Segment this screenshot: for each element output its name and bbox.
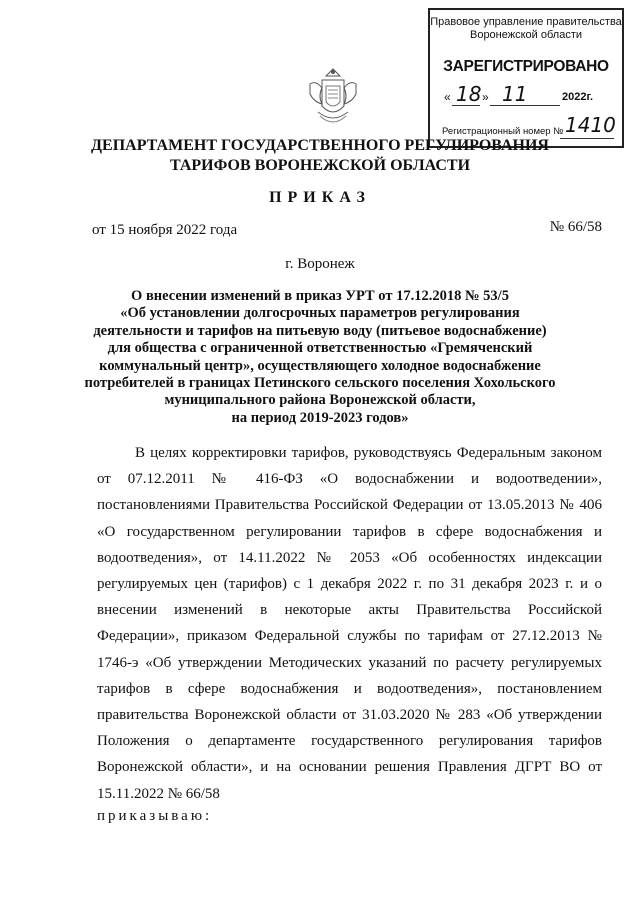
- order-verb: приказываю:: [97, 808, 213, 824]
- stamp-quote-open: «: [444, 90, 451, 104]
- title-line: потребителей в границах Петинского сельского поселения Хохольского: [84, 375, 556, 392]
- document-type: ПРИКАЗ: [269, 189, 371, 206]
- stamp-quote-close: »: [482, 90, 489, 104]
- registration-stamp: [428, 8, 624, 148]
- stamp-reg-label: Регистрационный номер №: [442, 126, 564, 137]
- title-line: муниципального района Воронежской области,: [164, 392, 476, 409]
- title-line: деятельности и тарифов на питьевую воду (питьевое водоснабжение): [93, 322, 547, 339]
- department-title: [60, 136, 580, 176]
- stamp-date: [444, 84, 614, 108]
- stamp-day-underline: [452, 105, 480, 106]
- title-line: коммунальный центр», осуществляющего холодное водоснабжение: [99, 357, 541, 374]
- body-paragraph: В целях корректировки тарифов, руководствуясь Федеральным законом от 07.12.2011 № 416-ФЗ «О водоснабжении и водоотведении», постановлениями Правительства Российской Федерации от 13.05.2013 № 406 «О государственном регулировании тарифов в сфере водоснабжения и водоотведения», от 14.11.2022 № 2053 «Об особенностях индексации регулируемых цен (тарифов) с 1 декабря 2022 г. по 31 декабря 2023 г. и о внесении изменений в некоторые акты Правительства Российской Федерации», приказом Федеральной службы по тарифам от 27.12.2013 № 1746-э «Об утверждении Методических указаний по расчету регулируемых тарифов в сфере водоснабжения и водоотведения», постановлением правительства Воронежской области от 31.03.2020 № 283 «Об утверждении Положения о департаменте государственного регулирования тарифов Воронежской области», и на основании решения Правления ДГРТ ВО от 15.11.2022 № 66/58: [97, 445, 602, 802]
- stamp-authority: [430, 16, 622, 42]
- order-date: от 15 ноября 2022 года: [92, 222, 238, 238]
- stamp-year: 2022г.: [562, 91, 594, 103]
- stamp-month: 11: [502, 82, 528, 106]
- city: г. Воронеж: [285, 256, 355, 272]
- title-line: «Об установлении долгосрочных параметров регулирования: [120, 305, 520, 322]
- coat-of-arms-icon: [306, 66, 360, 130]
- title-line: на период 2019-2023 годов»: [231, 409, 409, 426]
- document-title: [75, 288, 565, 427]
- title-line: О внесении изменений в приказ УРТ от 17.12.2018 № 53/5: [131, 288, 509, 304]
- stamp-registered-label: ЗАРЕГИСТРИРОВАНО: [443, 58, 609, 75]
- stamp-day: 18: [456, 82, 482, 106]
- department-title-line2: ТАРИФОВ ВОРОНЕЖСКОЙ ОБЛАСТИ: [169, 157, 471, 174]
- stamp-authority-line1: Правовое управление правительства: [430, 16, 622, 28]
- stamp-reg-number: 1410: [565, 113, 616, 137]
- stamp-authority-line2: Воронежской области: [469, 29, 582, 41]
- stamp-month-underline: [490, 105, 560, 106]
- department-title-line1: ДЕПАРТАМЕНТ ГОСУДАРСТВЕННОГО РЕГУЛИРОВАНИЯ: [91, 137, 549, 154]
- order-number: № 66/58: [549, 219, 602, 235]
- title-line: для общества с ограниченной ответственностью «Гремяченский: [107, 340, 533, 357]
